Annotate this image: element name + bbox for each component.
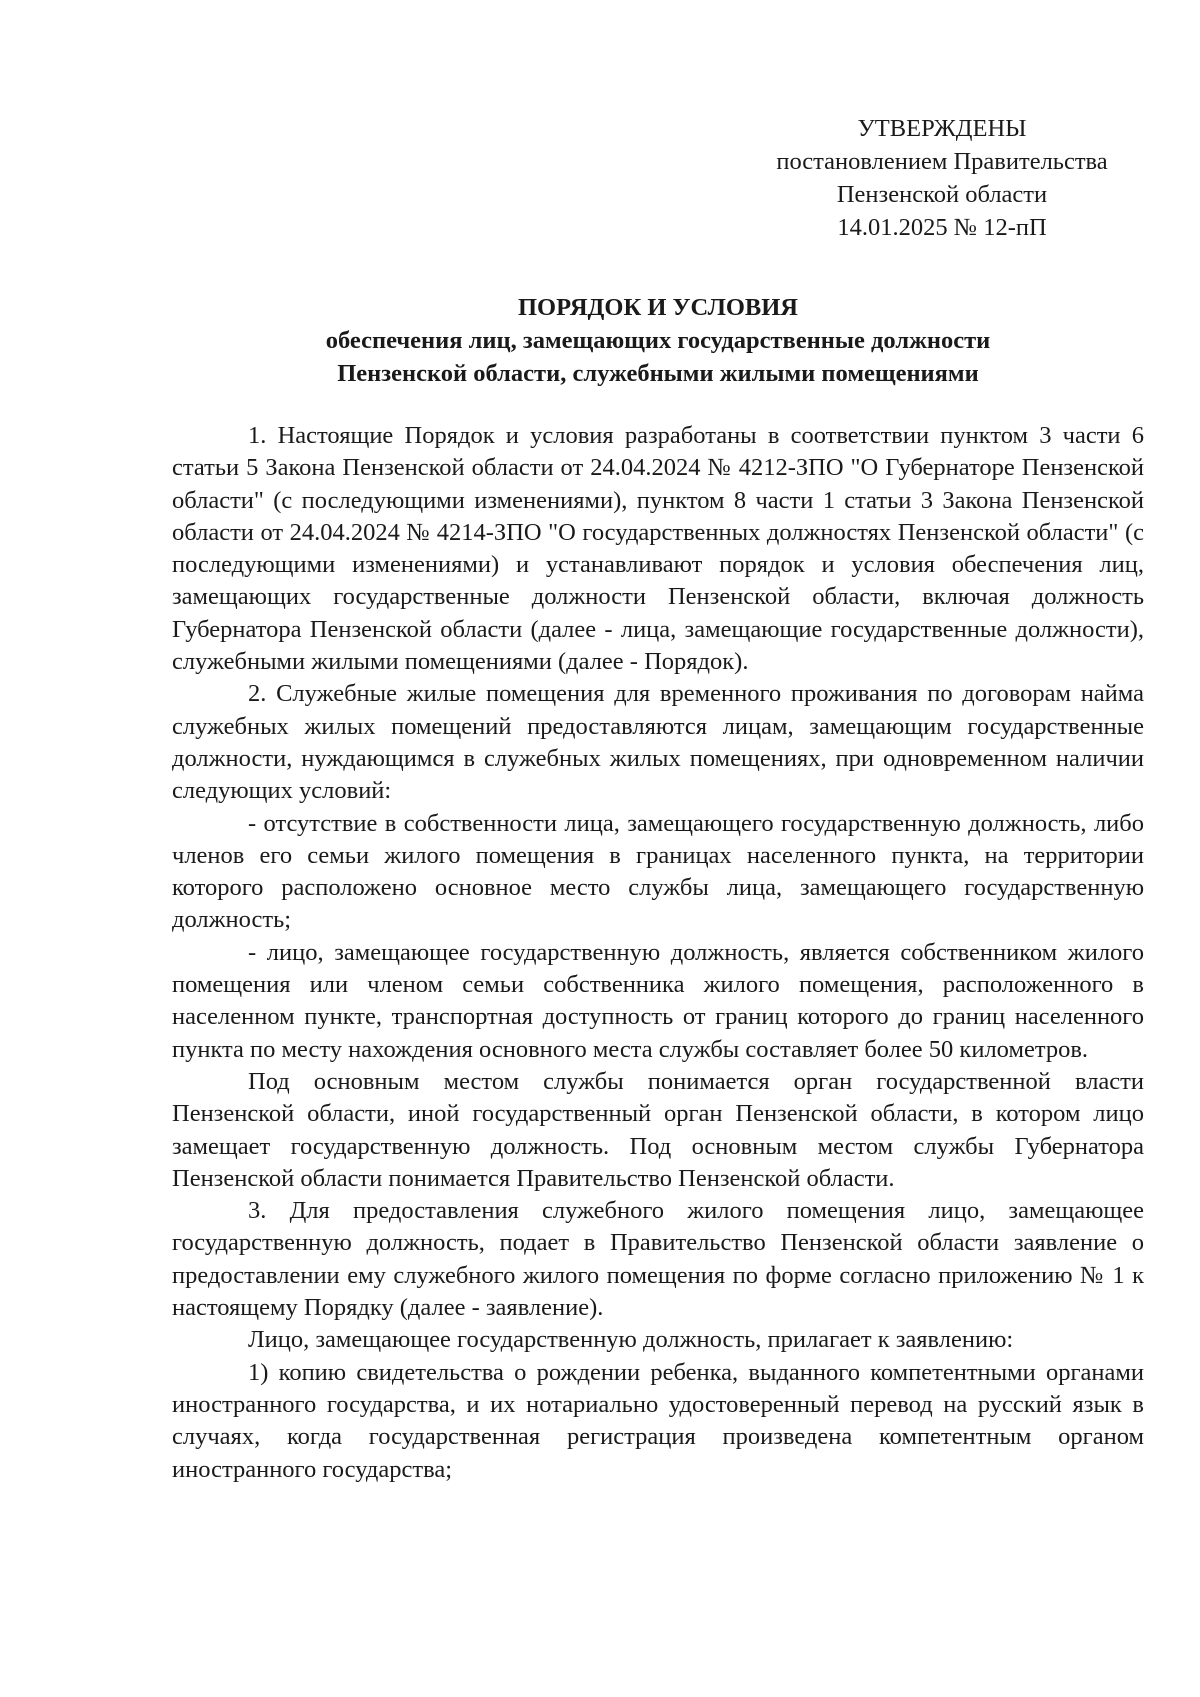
approval-date-number: 14.01.2025 № 12-пП xyxy=(837,214,1047,241)
approval-line: постановлением Правительства xyxy=(776,148,1108,175)
paragraph: - лицо, замещающее государственную должность, является собственником жилого помещения или членом семьи собственника жилого помещения, расположенного в населенном пункте, транспортная доступность от границ которого до границ населенного пункта по месту нахождения основного места службы составляет более 50 километров. xyxy=(172,938,1144,1063)
paragraph: - отсутствие в собственности лица, замещающего государственную должность, либо членов его семьи жилого помещения в границах населенного пункта, на территории которого расположено основное место службы лица, замещающего государственную должность; xyxy=(172,809,1144,934)
paragraph: 1) копию свидетельства о рождении ребенка, выданного компетентными органами иностранного государства, и их нотариально удостоверенный перевод на русский язык в случаях, когда государственная регистрация произведена компетентным органом иностранного государства; xyxy=(172,1358,1144,1483)
approval-line: Пензенской области xyxy=(836,181,1048,208)
title-line: обеспечения лиц, замещающих государственные должности xyxy=(325,327,991,354)
paragraph: Лицо, замещающее государственную должность, прилагает к заявлению: xyxy=(248,1326,1014,1354)
document-body xyxy=(172,420,1144,1486)
document-title xyxy=(172,291,1144,390)
document-page xyxy=(172,112,1144,1486)
approval-stamp-block xyxy=(740,112,1144,244)
paragraph: 3. Для предоставления служебного жилого помещения лицо, замещающее государственную должность, подает в Правительство Пензенской области заявление о предоставлении ему служебного жилого помещения по форме согласно приложению № 1 к настоящему Порядку (далее - заявление). xyxy=(172,1197,1144,1322)
paragraph: Под основным местом службы понимается орган государственной власти Пензенской области, иной государственный орган Пензенской области, в котором лицо замещает государственную должность. Под основным местом службы Губернатора Пензенской области понимается Правительство Пензенской области. xyxy=(172,1067,1144,1192)
paragraph: 1. Настоящие Порядок и условия разработаны в соответствии пунктом 3 части 6 статьи 5 Закона Пензенской области от 24.04.2024 № 4212-ЗПО "О Губернаторе Пензенской области" (с последующими изменениями), пунктом 8 части 1 статьи 3 Закона Пензенской области от 24.04.2024 № 4214-ЗПО "О государственных должностях Пензенской области" (с последующими изменениями) и устанавливают порядок и условия обеспечения лиц, замещающих государственные должности Пензенской области, включая должность Губернатора Пензенской области (далее - лица, замещающие государственные должности), служебными жилыми помещениями (далее - Порядок). xyxy=(172,422,1144,676)
paragraph: 2. Служебные жилые помещения для временного проживания по договорам найма служебных жилых помещений предоставляются лицам, замещающим государственные должности, нуждающимся в служебных жилых помещениях, при одновременном наличии следующих условий: xyxy=(172,680,1144,805)
approval-heading: УТВЕРЖДЕНЫ xyxy=(857,115,1027,142)
title-line: ПОРЯДОК И УСЛОВИЯ xyxy=(517,294,798,321)
title-line: Пензенской области, служебными жилыми помещениями xyxy=(337,360,979,387)
